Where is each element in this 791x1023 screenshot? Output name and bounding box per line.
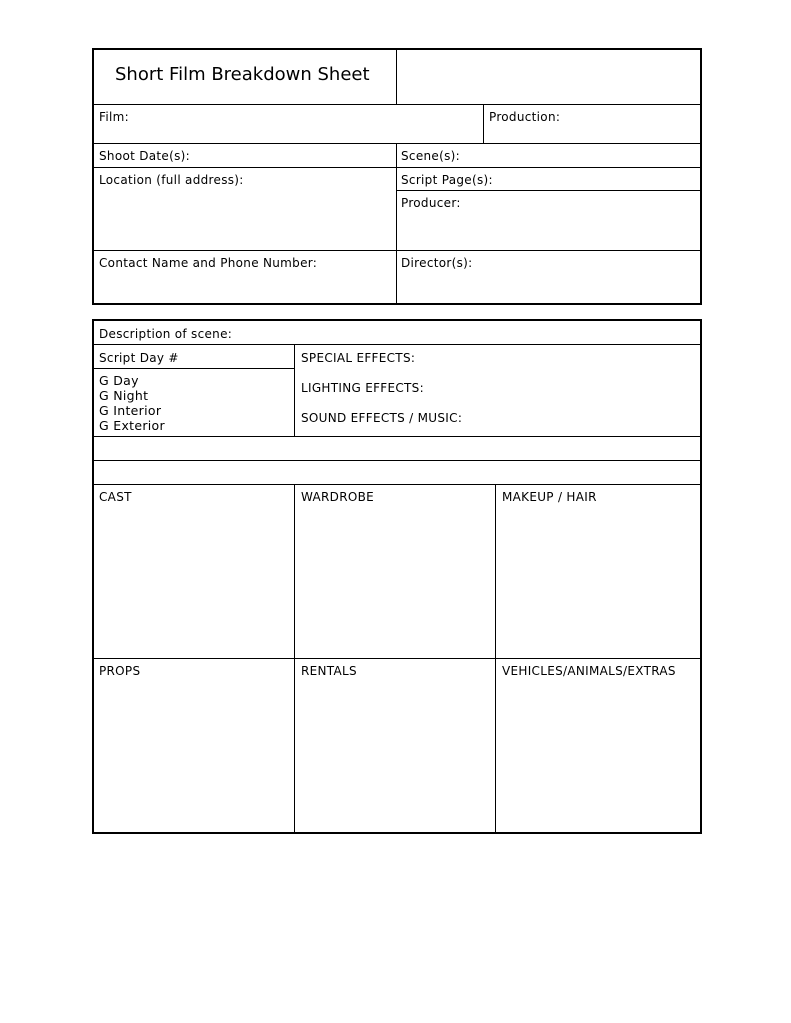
lighting-effects-field[interactable]: LIGHTING EFFECTS: xyxy=(301,381,424,395)
divider xyxy=(92,658,702,659)
divider xyxy=(92,143,702,144)
cast-cell[interactable]: CAST xyxy=(99,490,132,504)
production-field[interactable]: Production: xyxy=(489,110,561,124)
option-day[interactable]: G Day xyxy=(99,373,139,388)
props-cell[interactable]: PROPS xyxy=(99,664,141,678)
divider xyxy=(495,484,496,834)
script-pages-field[interactable]: Script Page(s): xyxy=(401,173,493,187)
divider xyxy=(396,143,397,305)
option-night[interactable]: G Night xyxy=(99,388,149,403)
time-setting-options xyxy=(99,373,165,433)
divider xyxy=(294,344,295,437)
divider xyxy=(92,344,702,345)
scenes-field[interactable]: Scene(s): xyxy=(401,149,460,163)
divider xyxy=(92,436,702,437)
makeup-hair-cell[interactable]: MAKEUP / HAIR xyxy=(502,490,597,504)
producer-field[interactable]: Producer: xyxy=(401,196,461,210)
divider xyxy=(483,104,484,144)
divider xyxy=(294,484,295,834)
location-field[interactable]: Location (full address): xyxy=(99,173,244,187)
film-field[interactable]: Film: xyxy=(99,110,129,124)
divider xyxy=(92,460,702,461)
divider xyxy=(396,190,702,191)
page-title: Short Film Breakdown Sheet xyxy=(115,64,370,85)
wardrobe-cell[interactable]: WARDROBE xyxy=(301,490,374,504)
option-interior[interactable]: G Interior xyxy=(99,403,162,418)
scene-description-field[interactable]: Description of scene: xyxy=(99,327,233,341)
special-effects-field[interactable]: SPECIAL EFFECTS: xyxy=(301,351,416,365)
contact-field[interactable]: Contact Name and Phone Number: xyxy=(99,256,318,270)
divider xyxy=(92,484,702,485)
divider xyxy=(92,104,702,105)
divider xyxy=(396,48,397,105)
divider xyxy=(92,368,295,369)
scene-breakdown-box xyxy=(92,319,702,834)
option-exterior[interactable]: G Exterior xyxy=(99,418,165,433)
sound-effects-field[interactable]: SOUND EFFECTS / MUSIC: xyxy=(301,411,463,425)
rentals-cell[interactable]: RENTALS xyxy=(301,664,357,678)
divider xyxy=(92,250,702,251)
vehicles-animals-extras-cell[interactable]: VEHICLES/ANIMALS/EXTRAS xyxy=(502,664,676,678)
shoot-dates-field[interactable]: Shoot Date(s): xyxy=(99,149,190,163)
divider xyxy=(92,167,702,168)
script-day-field[interactable]: Script Day # xyxy=(99,351,179,365)
directors-field[interactable]: Director(s): xyxy=(401,256,473,270)
